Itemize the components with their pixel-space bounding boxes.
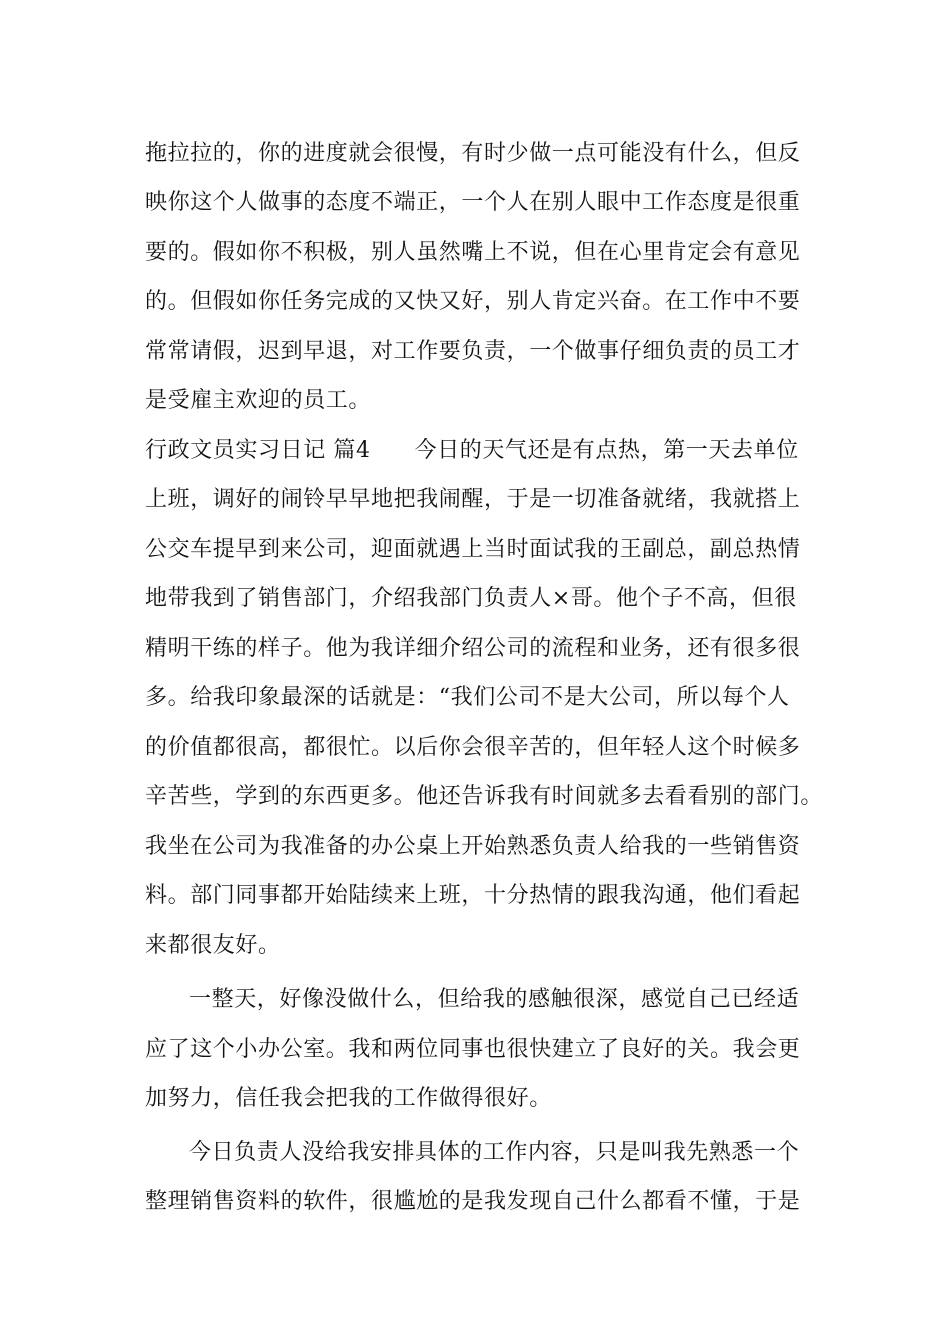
text-line: 辛苦些，学到的东西更多。他还告诉我有时间就多去看看别的部门。 (145, 784, 824, 809)
text-line: 的。但假如你任务完成的又快又好，别人肯定兴奋。在工作中不要 (145, 289, 801, 314)
text-line: 上班，调好的闹铃早早地把我闹醒，于是一切准备就绪，我就搭上 (145, 487, 801, 512)
text-line: 精明干练的样子。他为我详细介绍公司的流程和业务，还有很多很 (145, 636, 801, 661)
text-line: 拖拉拉的，你的进度就会很慢，有时少做一点可能没有什么，但反 (145, 141, 801, 166)
section-heading: 行政文员实习日记 篇4 (145, 438, 371, 463)
text-line: 一整天，好像没做什么，但给我的感触很深，感觉自己已经适 (189, 987, 800, 1012)
section-first-line: 今日的天气还是有点热，第一天去单位 (414, 438, 799, 463)
text-line: 映你这个人做事的态度不端正，一个人在别人眼中工作态度是很重 (145, 190, 801, 215)
text-line: 整理销售资料的软件，很尴尬的是我发现自己什么都看不懂，于是 (145, 1189, 801, 1214)
text-line: 料。部门同事都开始陆续来上班，十分热情的跟我沟通，他们看起 (145, 883, 801, 908)
section-heading-line (145, 434, 825, 468)
text-line: 今日负责人没给我安排具体的工作内容，只是叫我先熟悉一个 (189, 1140, 800, 1165)
text-line: 应了这个小办公室。我和两位同事也很快建立了良好的关。我会更 (145, 1037, 801, 1062)
text-line: 是受雇主欢迎的员工。 (145, 388, 372, 413)
text-line: 来都很友好。 (145, 933, 281, 958)
text-line: 要的。假如你不积极，别人虽然嘴上不说，但在心里肯定会有意见 (145, 240, 801, 265)
text-line: 地带我到了销售部门，介绍我部门负责人×哥。他个子不高，但很 (145, 586, 797, 611)
text-line: 常常请假，迟到早退，对工作要负责，一个做事仔细负责的员工才 (145, 339, 801, 364)
text-line: 公交车提早到来公司，迎面就遇上当时面试我的王副总，副总热情 (145, 537, 801, 562)
text-line: 我坐在公司为我准备的办公桌上开始熟悉负责人给我的一些销售资 (145, 834, 801, 859)
text-line: 加努力，信任我会把我的工作做得很好。 (145, 1086, 552, 1111)
text-line: 多。给我印象最深的话就是：“我们公司不是大公司，所以每个人 (145, 685, 790, 710)
text-line: 的价值都很高，都很忙。以后你会很辛苦的，但年轻人这个时候多 (145, 735, 801, 760)
